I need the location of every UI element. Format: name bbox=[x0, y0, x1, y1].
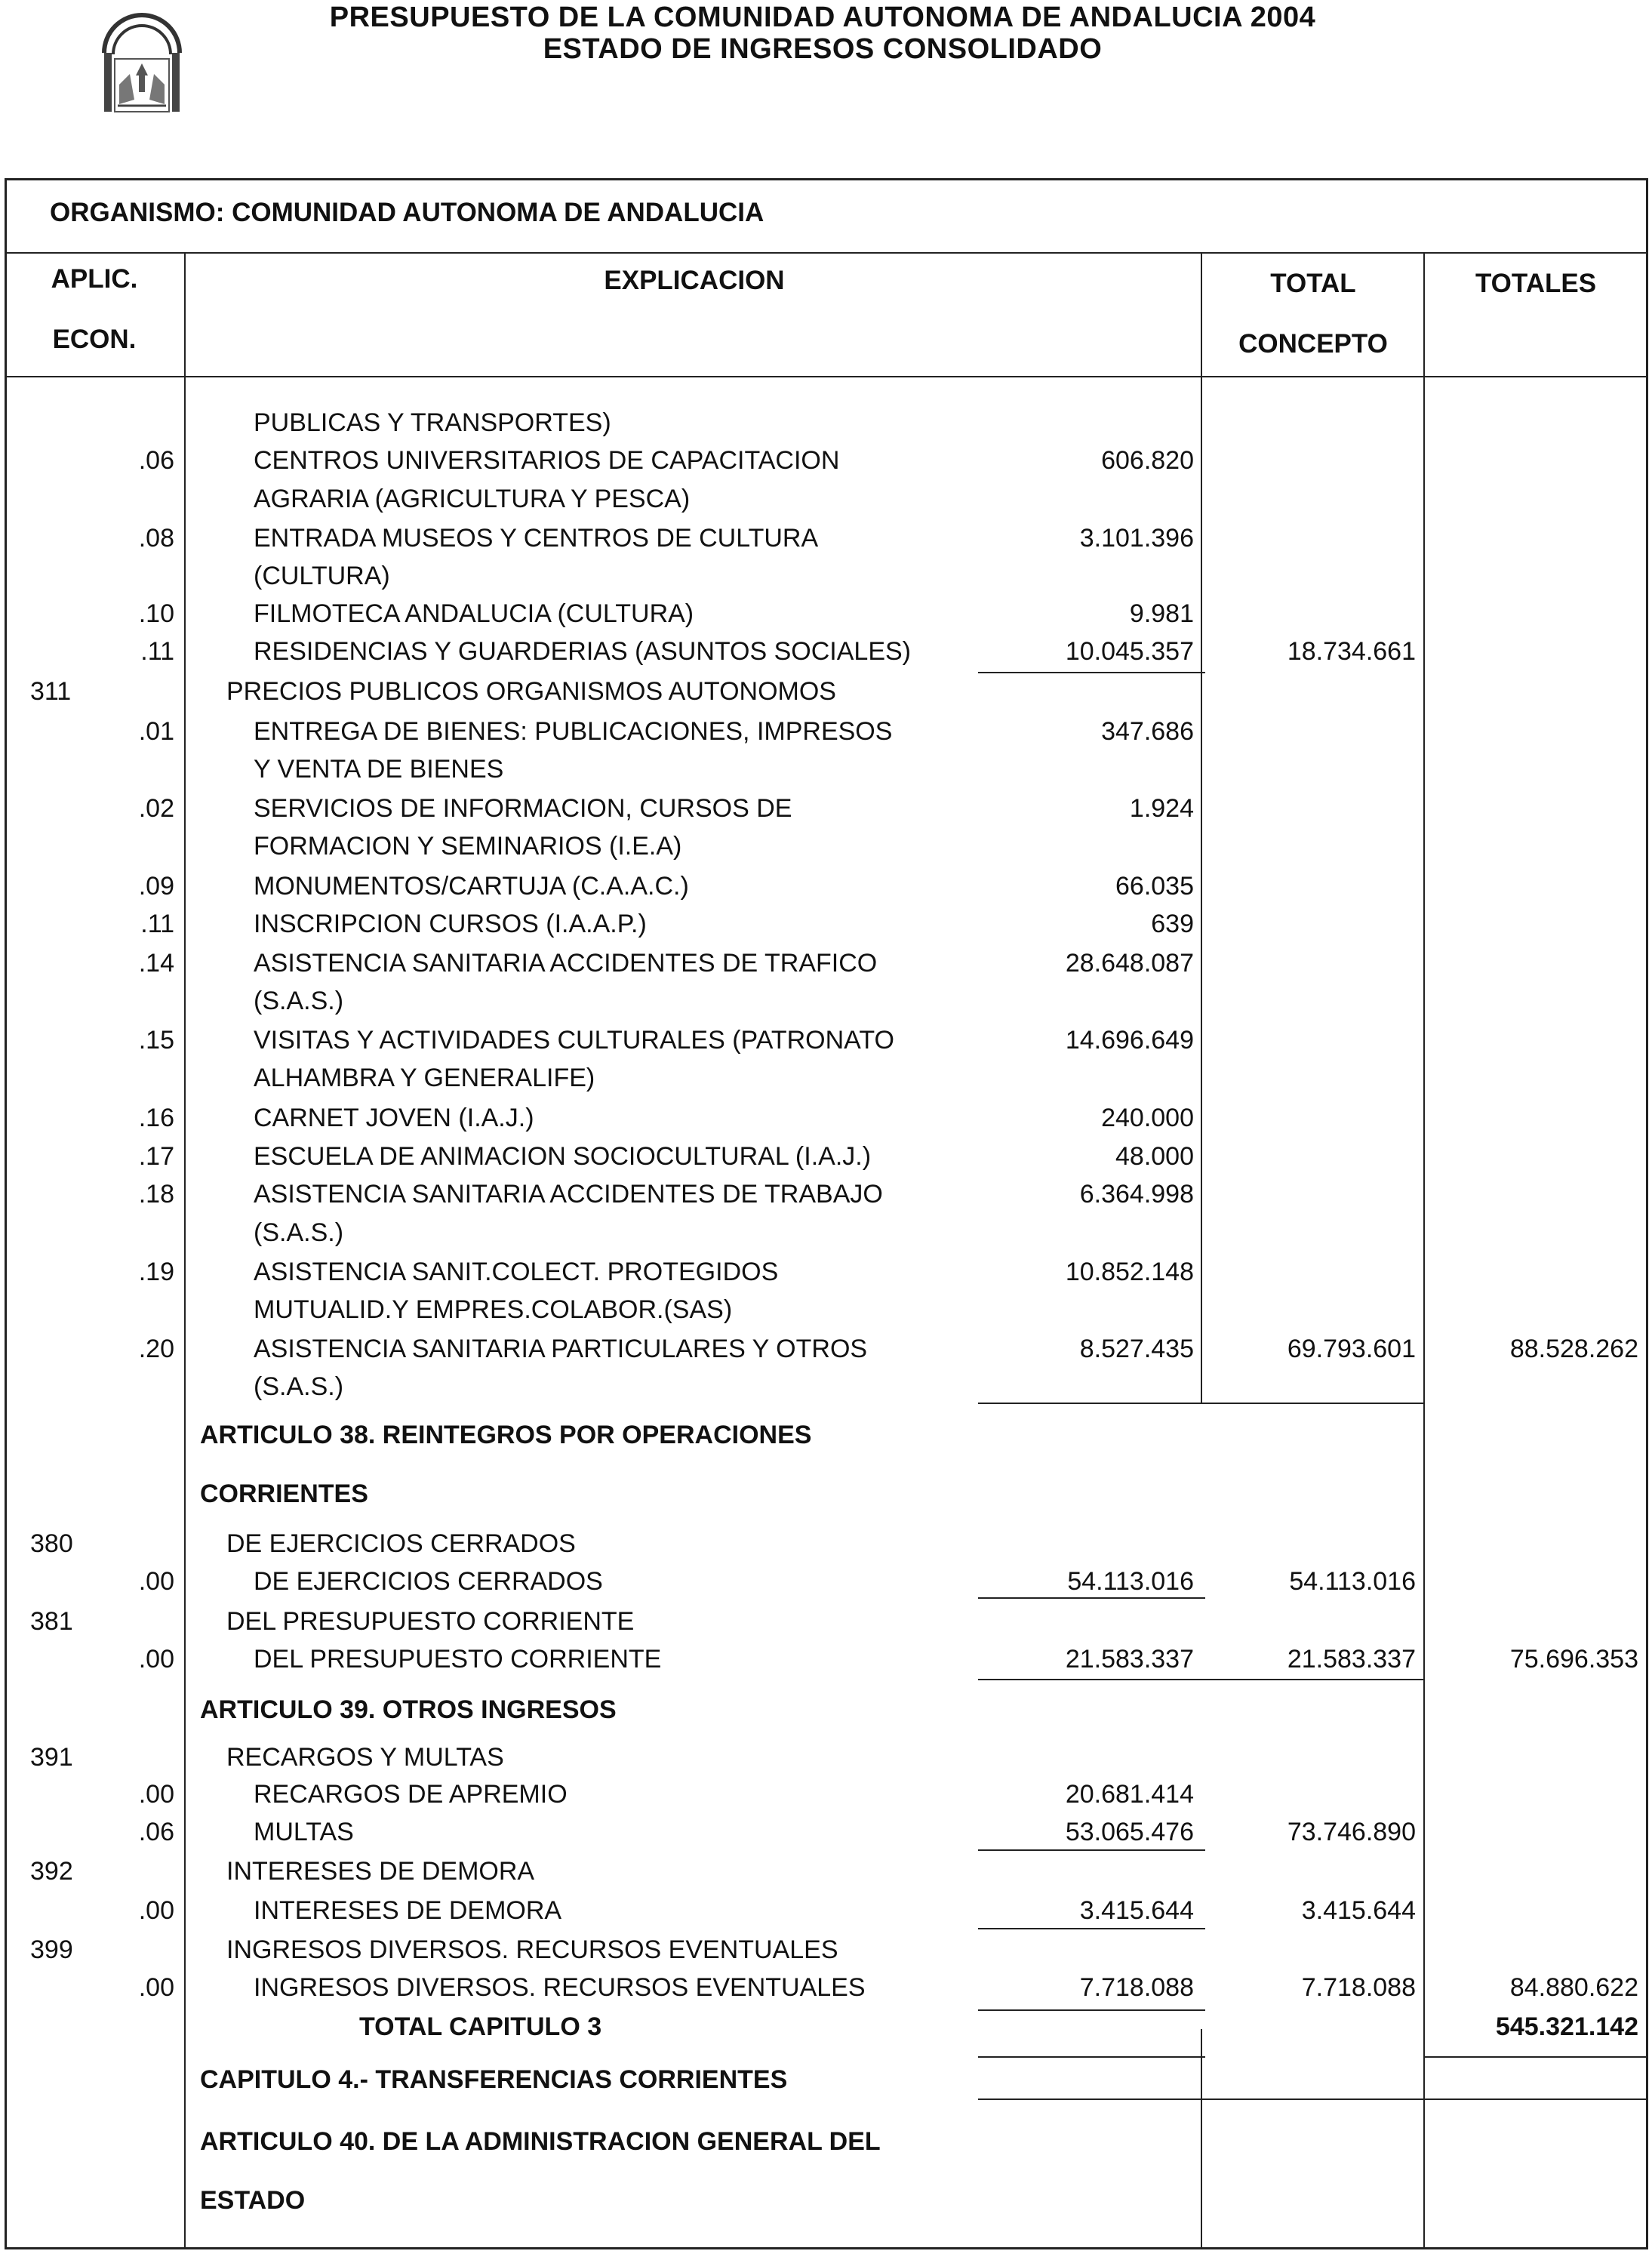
subconcepto-code: .20 bbox=[138, 1335, 174, 1363]
row-description: TOTAL CAPITULO 3 bbox=[359, 2012, 602, 2041]
table-row bbox=[0, 1813, 1652, 1851]
row-description: Y VENTA DE BIENES bbox=[254, 755, 504, 784]
table-row bbox=[0, 1214, 1652, 1252]
subconcepto-code: .16 bbox=[138, 1104, 174, 1132]
table-row bbox=[0, 867, 1652, 905]
row-description: (S.A.S.) bbox=[254, 987, 344, 1015]
row-description: SERVICIOS DE INFORMACION, CURSOS DE bbox=[254, 794, 792, 823]
table-row bbox=[0, 595, 1652, 633]
row-amount: 10.852.148 bbox=[1065, 1258, 1194, 1286]
header-concepto: CONCEPTO bbox=[1238, 329, 1388, 359]
document-subtitle: ESTADO DE INGRESOS CONSOLIDADO bbox=[543, 33, 1103, 65]
row-description: CORRIENTES bbox=[200, 1480, 368, 1508]
sum-rule bbox=[978, 1849, 1205, 1851]
row-amount: 48.000 bbox=[1115, 1142, 1194, 1171]
row-description: ASISTENCIA SANITARIA PARTICULARES Y OTROS bbox=[254, 1335, 868, 1363]
table-row bbox=[0, 750, 1652, 788]
row-description: ENTREGA DE BIENES: PUBLICACIONES, IMPRESOS bbox=[254, 717, 893, 746]
divider bbox=[5, 376, 1648, 377]
table-row bbox=[0, 1021, 1652, 1059]
row-amount: 1.924 bbox=[1129, 794, 1194, 823]
table-row bbox=[0, 982, 1652, 1020]
header-total: TOTAL bbox=[1270, 269, 1356, 298]
row-amount: 14.696.649 bbox=[1065, 1026, 1194, 1055]
totales-value: 84.880.622 bbox=[1509, 1973, 1638, 2002]
row-description: ENTRADA MUSEOS Y CENTROS DE CULTURA bbox=[254, 524, 819, 553]
row-amount: 28.648.087 bbox=[1065, 949, 1194, 978]
subconcepto-code: .02 bbox=[138, 794, 174, 823]
total-concepto-value: 7.718.088 bbox=[1301, 1973, 1416, 2002]
row-description: (S.A.S.) bbox=[254, 1218, 344, 1247]
table-row bbox=[0, 1099, 1652, 1137]
row-amount: 54.113.016 bbox=[1067, 1567, 1194, 1596]
divider bbox=[1201, 252, 1202, 380]
row-amount: 347.686 bbox=[1101, 717, 1194, 746]
sum-rule bbox=[978, 1597, 1205, 1599]
sum-rule bbox=[978, 1679, 1205, 1680]
table-row bbox=[0, 1291, 1652, 1329]
row-amount: 606.820 bbox=[1101, 446, 1194, 475]
row-description: ASISTENCIA SANIT.COLECT. PROTEGIDOS bbox=[254, 1258, 779, 1286]
total-concepto-value: 54.113.016 bbox=[1289, 1567, 1416, 1596]
aplicacion-code: 381 bbox=[30, 1607, 73, 1636]
organismo-label: ORGANISMO: COMUNIDAD AUTONOMA DE ANDALUCIA bbox=[50, 198, 764, 227]
table-row bbox=[0, 1738, 1652, 1776]
row-description: MULTAS bbox=[254, 1818, 354, 1846]
row-amount: 3.101.396 bbox=[1079, 524, 1194, 553]
row-description: ASISTENCIA SANITARIA ACCIDENTES DE TRABAJO bbox=[254, 1180, 883, 1209]
table-row bbox=[0, 1563, 1652, 1600]
aplicacion-code: 311 bbox=[30, 677, 72, 706]
row-amount: 9.981 bbox=[1129, 599, 1194, 628]
aplicacion-code: 392 bbox=[30, 1857, 73, 1886]
row-description: INGRESOS DIVERSOS. RECURSOS EVENTUALES bbox=[226, 1935, 838, 1964]
aplicacion-code: 399 bbox=[30, 1935, 73, 1964]
row-amount: 66.035 bbox=[1115, 872, 1194, 901]
sum-rule bbox=[1423, 2056, 1648, 2058]
sum-rule bbox=[1201, 1403, 1423, 1404]
row-description: ESCUELA DE ANIMACION SOCIOCULTURAL (I.A.J.) bbox=[254, 1142, 872, 1171]
row-description: INSCRIPCION CURSOS (I.A.A.P.) bbox=[254, 910, 647, 938]
aplicacion-code: 391 bbox=[30, 1743, 73, 1772]
row-description: DEL PRESUPUESTO CORRIENTE bbox=[254, 1645, 662, 1674]
row-description: INGRESOS DIVERSOS. RECURSOS EVENTUALES bbox=[254, 1973, 866, 2002]
row-description: CENTROS UNIVERSITARIOS DE CAPACITACION bbox=[254, 446, 840, 475]
header-aplic: APLIC. bbox=[51, 264, 138, 294]
subconcepto-code: .00 bbox=[138, 1780, 174, 1809]
row-description: MUTUALID.Y EMPRES.COLABOR.(SAS) bbox=[254, 1295, 733, 1324]
subconcepto-code: .18 bbox=[138, 1180, 174, 1209]
row-description: INTERESES DE DEMORA bbox=[226, 1857, 535, 1886]
row-amount: 6.364.998 bbox=[1079, 1180, 1194, 1209]
subconcepto-code: .08 bbox=[138, 524, 174, 553]
sum-rule bbox=[978, 672, 1205, 673]
junta-andalucia-emblem-icon bbox=[97, 0, 187, 115]
table-row bbox=[0, 2008, 1652, 2046]
table-row bbox=[0, 790, 1652, 827]
subconcepto-code: .06 bbox=[138, 446, 174, 475]
table-row bbox=[0, 1175, 1652, 1213]
row-description: INTERESES DE DEMORA bbox=[254, 1896, 562, 1925]
row-description: DE EJERCICIOS CERRADOS bbox=[226, 1529, 576, 1558]
aplicacion-code: 380 bbox=[30, 1529, 73, 1558]
total-concepto-value: 21.583.337 bbox=[1287, 1645, 1416, 1674]
table-row bbox=[0, 1368, 1652, 1406]
totales-value: 75.696.353 bbox=[1509, 1645, 1638, 1674]
table-row bbox=[0, 519, 1652, 557]
row-description: DE EJERCICIOS CERRADOS bbox=[254, 1567, 603, 1596]
subconcepto-code: .15 bbox=[138, 1026, 174, 1055]
subconcepto-code: .19 bbox=[138, 1258, 174, 1286]
table-row bbox=[0, 2182, 1652, 2219]
row-description: FORMACION Y SEMINARIOS (I.E.A) bbox=[254, 832, 682, 861]
row-description: (CULTURA) bbox=[254, 562, 390, 590]
table-row bbox=[0, 1059, 1652, 1097]
table-row bbox=[0, 944, 1652, 982]
header-explicacion: EXPLICACION bbox=[604, 266, 785, 295]
row-description: DEL PRESUPUESTO CORRIENTE bbox=[226, 1607, 635, 1636]
row-description: FILMOTECA ANDALUCIA (CULTURA) bbox=[254, 599, 694, 628]
row-amount: 7.718.088 bbox=[1079, 1973, 1194, 2002]
row-description: RESIDENCIAS Y GUARDERIAS (ASUNTOS SOCIALES) bbox=[254, 637, 912, 666]
table-row bbox=[0, 1416, 1652, 1454]
row-description: ARTICULO 39. OTROS INGRESOS bbox=[200, 1695, 617, 1724]
row-amount: 240.000 bbox=[1101, 1104, 1194, 1132]
table-row bbox=[0, 557, 1652, 595]
table-row bbox=[0, 1525, 1652, 1563]
header-econ: ECON. bbox=[52, 325, 137, 354]
table-row bbox=[0, 480, 1652, 518]
row-description: RECARGOS Y MULTAS bbox=[226, 1743, 504, 1772]
header-totales: TOTALES bbox=[1475, 269, 1597, 298]
table-row bbox=[0, 1330, 1652, 1368]
divider bbox=[5, 252, 1648, 254]
total-concepto-value: 69.793.601 bbox=[1287, 1335, 1416, 1363]
row-description: PRECIOS PUBLICOS ORGANISMOS AUTONOMOS bbox=[226, 677, 836, 706]
row-description: CARNET JOVEN (I.A.J.) bbox=[254, 1104, 534, 1132]
table-row bbox=[0, 713, 1652, 750]
sum-rule bbox=[978, 2009, 1205, 2011]
subconcepto-code: .11 bbox=[140, 637, 174, 666]
table-row bbox=[0, 404, 1652, 442]
sum-rule bbox=[1201, 1679, 1423, 1680]
table-row bbox=[0, 1475, 1652, 1513]
row-amount: 639 bbox=[1151, 910, 1194, 938]
subconcepto-code: .00 bbox=[138, 1896, 174, 1925]
subconcepto-code: .10 bbox=[138, 599, 174, 628]
document-title: PRESUPUESTO DE LA COMUNIDAD AUTONOMA DE ANDALUCIA 2004 bbox=[329, 2, 1316, 33]
row-amount: 10.045.357 bbox=[1065, 637, 1194, 666]
row-description: (S.A.S.) bbox=[254, 1372, 344, 1401]
row-amount: 3.415.644 bbox=[1079, 1896, 1194, 1925]
row-amount: 20.681.414 bbox=[1065, 1780, 1194, 1809]
subconcepto-code: .09 bbox=[138, 872, 174, 901]
sum-rule bbox=[978, 1928, 1205, 1929]
sum-rule bbox=[978, 2098, 1648, 2100]
table-row bbox=[0, 442, 1652, 479]
table-row bbox=[0, 1138, 1652, 1175]
table-row bbox=[0, 1640, 1652, 1678]
table-row bbox=[0, 827, 1652, 865]
table-row bbox=[0, 1775, 1652, 1813]
total-concepto-value: 3.415.644 bbox=[1301, 1896, 1416, 1925]
row-description: RECARGOS DE APREMIO bbox=[254, 1780, 568, 1809]
row-description: ARTICULO 38. REINTEGROS POR OPERACIONES bbox=[200, 1421, 812, 1449]
subconcepto-code: .06 bbox=[138, 1818, 174, 1846]
subconcepto-code: .00 bbox=[138, 1645, 174, 1674]
table-row bbox=[0, 1892, 1652, 1929]
table-row bbox=[0, 2123, 1652, 2160]
row-description: VISITAS Y ACTIVIDADES CULTURALES (PATRONATO bbox=[254, 1026, 894, 1055]
sum-rule bbox=[978, 1403, 1205, 1404]
table-row bbox=[0, 1931, 1652, 1969]
row-description: ALHAMBRA Y GENERALIFE) bbox=[254, 1064, 595, 1092]
table-row bbox=[0, 1969, 1652, 2006]
table-row bbox=[0, 1603, 1652, 1640]
row-description: CAPITULO 4.- TRANSFERENCIAS CORRIENTES bbox=[200, 2065, 788, 2094]
subconcepto-code: .01 bbox=[138, 717, 174, 746]
total-concepto-value: 18.734.661 bbox=[1287, 637, 1416, 666]
row-description: MONUMENTOS/CARTUJA (C.A.A.C.) bbox=[254, 872, 689, 901]
table-row bbox=[0, 673, 1652, 710]
sum-rule bbox=[978, 2056, 1205, 2058]
row-amount: 53.065.476 bbox=[1065, 1818, 1194, 1846]
total-concepto-value: 73.746.890 bbox=[1287, 1818, 1416, 1846]
table-row bbox=[0, 2061, 1652, 2098]
table-row bbox=[0, 633, 1652, 670]
table-row bbox=[0, 1852, 1652, 1890]
table-row bbox=[0, 905, 1652, 943]
row-description: ARTICULO 40. DE LA ADMINISTRACION GENERAL DEL bbox=[200, 2127, 881, 2156]
table-row bbox=[0, 1691, 1652, 1729]
subconcepto-code: .11 bbox=[140, 910, 174, 938]
subconcepto-code: .00 bbox=[138, 1567, 174, 1596]
row-amount: 8.527.435 bbox=[1079, 1335, 1194, 1363]
subconcepto-code: .17 bbox=[138, 1142, 174, 1171]
table-row bbox=[0, 1253, 1652, 1291]
totales-value: 545.321.142 bbox=[1495, 2012, 1638, 2041]
totales-value: 88.528.262 bbox=[1509, 1335, 1638, 1363]
subconcepto-code: .00 bbox=[138, 1973, 174, 2002]
row-description: ESTADO bbox=[200, 2186, 306, 2215]
row-description: ASISTENCIA SANITARIA ACCIDENTES DE TRAFICO bbox=[254, 949, 878, 978]
row-description: PUBLICAS Y TRANSPORTES) bbox=[254, 408, 611, 437]
subconcepto-code: .14 bbox=[138, 949, 174, 978]
row-description: AGRARIA (AGRICULTURA Y PESCA) bbox=[254, 485, 691, 513]
row-amount: 21.583.337 bbox=[1065, 1645, 1194, 1674]
